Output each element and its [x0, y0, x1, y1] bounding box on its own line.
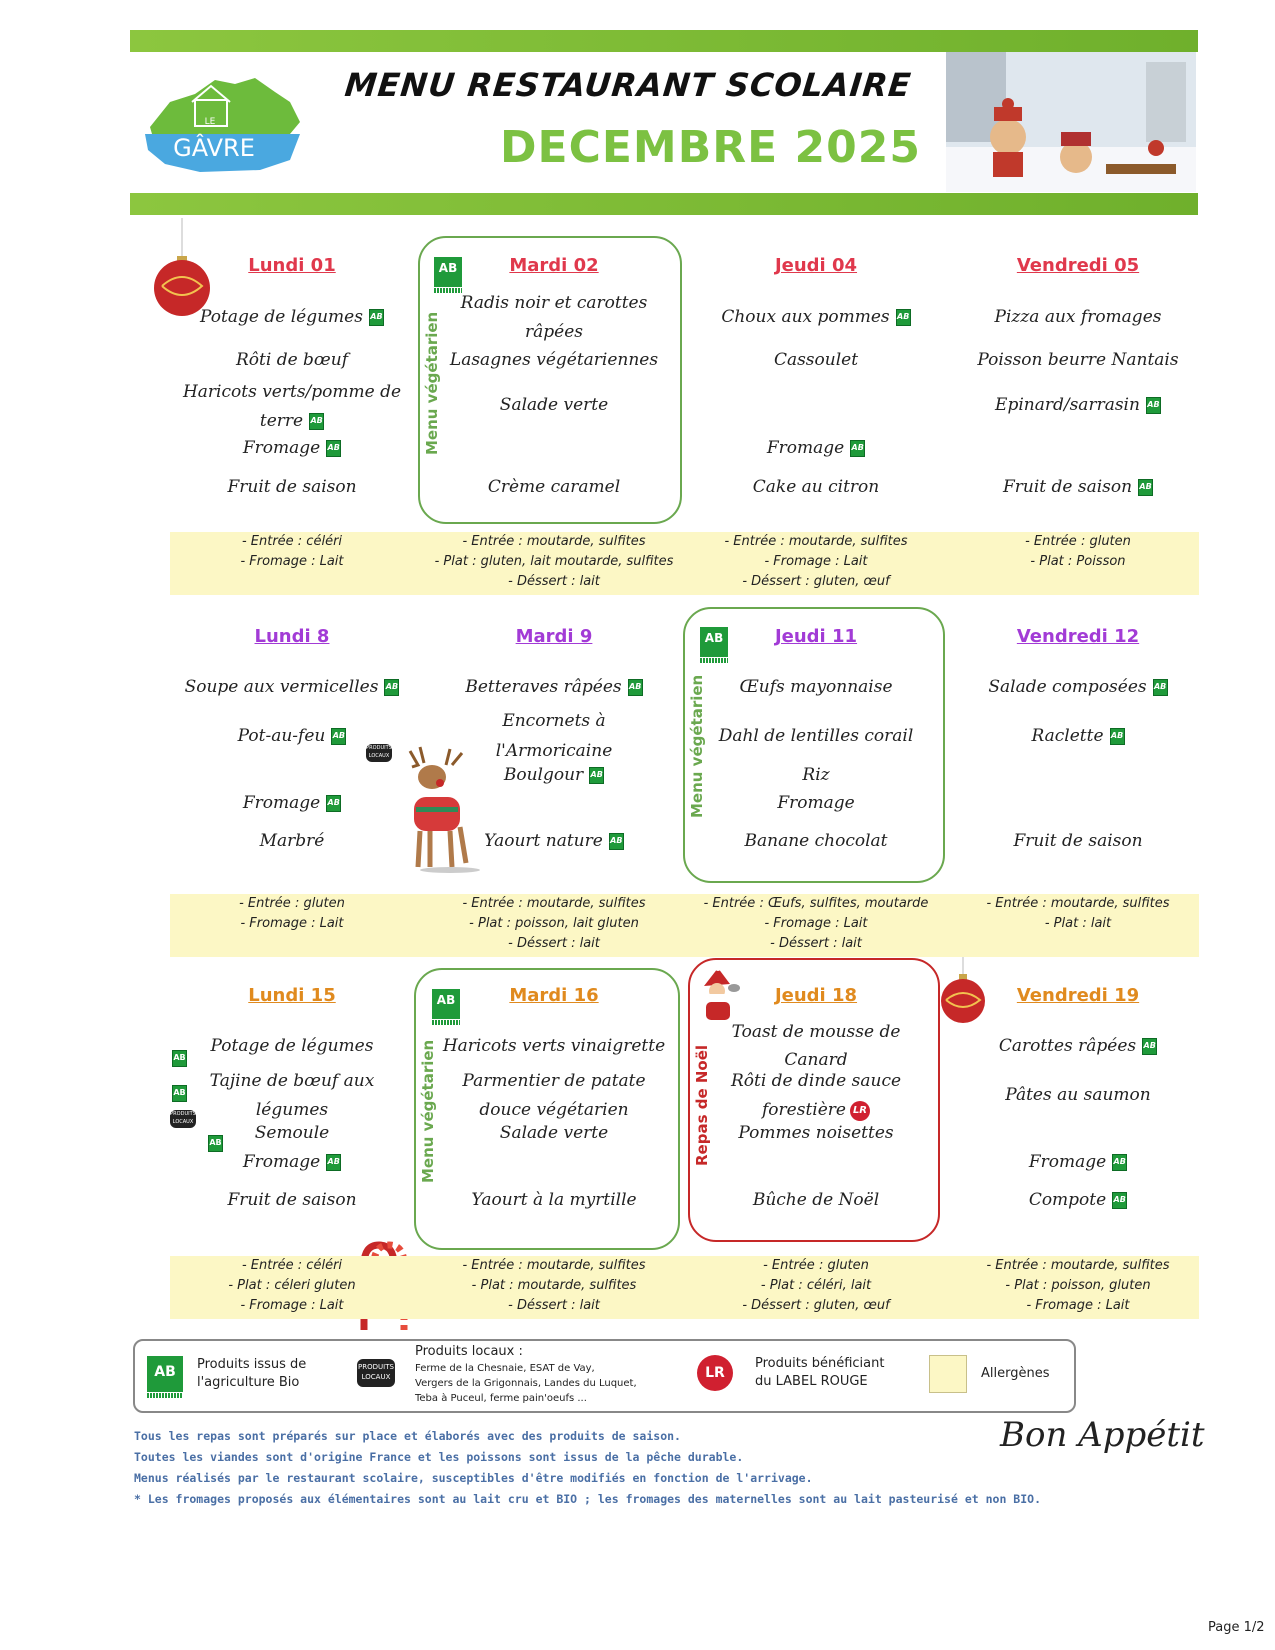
local-products-icon: PRODUITS LOCAUX [357, 1359, 395, 1387]
bio-logo-icon: AB [700, 627, 728, 657]
bio-icon: AB [896, 309, 911, 326]
day-title: Vendredi 12 [1016, 626, 1140, 647]
dish: Compote AB [1028, 1190, 1126, 1210]
dish: Marbré [259, 831, 325, 851]
dish: Salade verte [499, 395, 609, 415]
dish: terre AB [259, 411, 323, 431]
dish: Potage de légumes AB [200, 307, 383, 327]
day-title: Lundi 8 [254, 626, 330, 647]
allergen-cell: - Entrée : moutarde, sulfites - Plat : moutarde, sulfites - Déssert : lait [462, 1258, 646, 1313]
dish: Poisson beurre Nantais [977, 350, 1179, 370]
allergen-cell: - Entrée : gluten - Fromage : Lait [239, 896, 345, 931]
dish: râpées [525, 322, 583, 342]
legend-local-list: Ferme de la Chesnaie, ESAT de Vay, Vergers de la Grigonnais, Landes du Luquet, Teba à Puceul, ferme pain'oeufs ... [415, 1363, 637, 1404]
bio-icon: AB [208, 1135, 223, 1152]
dish: Cassoulet [773, 350, 859, 370]
christmas-dolls-photo [946, 52, 1196, 192]
day-column [161, 626, 423, 851]
dish: Fromage AB [1028, 1152, 1126, 1172]
allergen-cell: - Entrée : moutarde, sulfites - Plat : lait [986, 896, 1170, 931]
day-column [685, 255, 947, 497]
header-bottom-bar [130, 193, 1198, 215]
bio-icon: AB [1142, 1038, 1157, 1055]
dish: Haricots verts vinaigrette [442, 1036, 666, 1056]
day-title: Vendredi 05 [1016, 255, 1140, 276]
day-title: Mardi 16 [509, 985, 599, 1006]
dish: Semoule [254, 1123, 330, 1143]
allergen-cell: - Entrée : moutarde, sulfites - Plat : gluten, lait moutarde, sulfites - Déssert : lait [434, 534, 674, 589]
legend-allergen: Allergènes [981, 1366, 1050, 1381]
header-top-bar [130, 30, 1198, 52]
day-title: Mardi 9 [515, 626, 593, 647]
dish: douce végétarien [479, 1100, 629, 1120]
note-line: Tous les repas sont préparés sur place et élaborés avec des produits de saison. [134, 1429, 681, 1443]
note-line: * Les fromages proposés aux élémentaires sont au lait cru et BIO ; les fromages des maternelles sont au lait pasteurisé et non BIO. [134, 1492, 1041, 1506]
allergen-cell: - Entrée : Œufs, sulfites, moutarde - Fromage : Lait - Déssert : lait [703, 896, 929, 951]
dish: Rôti de bœuf [236, 350, 348, 370]
dish: Fromage AB [242, 1152, 340, 1172]
logo-text-gavre: GÂVRE [173, 134, 255, 162]
bio-icon: AB [326, 440, 341, 457]
day-title: Jeudi 11 [774, 626, 858, 647]
allergen-band [170, 532, 1199, 595]
dish: Fruit de saison [227, 1190, 357, 1210]
allergen-swatch [929, 1355, 967, 1393]
dish: Yaourt nature AB [484, 831, 623, 851]
page-number: Page 1/2 [1208, 1620, 1265, 1635]
dish: forestière LR [685, 1095, 947, 1125]
note-line: Menus réalisés par le restaurant scolaire, susceptibles d'être modifiés en fonction de l'arrivage. [134, 1471, 813, 1485]
bio-icon: AB [326, 1154, 341, 1171]
dish: Raclette AB [1031, 726, 1124, 746]
dish: Dahl de lentilles corail [718, 726, 914, 746]
christmas-meal-label: Repas de Noël [693, 1044, 711, 1166]
bio-icon: AB [850, 440, 865, 457]
allergen-cell: - Entrée : gluten - Plat : céléri, lait - Déssert : gluten, œuf [742, 1258, 890, 1313]
dish: Salade composées AB [988, 677, 1167, 697]
dish: Fromage AB [242, 793, 340, 813]
dish: Potage de légumes [210, 1036, 374, 1056]
dish: Betteraves râpées AB [465, 677, 642, 697]
bio-logo-icon: AB [147, 1356, 183, 1392]
dish: Yaourt à la myrtille [471, 1190, 637, 1210]
legend-box [133, 1339, 1076, 1413]
allergen-cell: - Entrée : moutarde, sulfites - Plat : poisson, lait gluten - Déssert : lait [462, 896, 646, 951]
page-title: MENU RESTAURANT SCOLAIRE [343, 66, 914, 104]
bio-icon: AB [628, 679, 643, 696]
dish: légumes [255, 1100, 329, 1120]
dish: Toast de mousse de [731, 1022, 901, 1042]
local-products-icon: PRODUITS LOCAUX [366, 744, 392, 762]
dish: Pot-au-feu AB [237, 726, 345, 746]
allergen-cell: - Entrée : gluten - Plat : Poisson [1025, 534, 1131, 569]
day-column [947, 626, 1209, 851]
day-title: Lundi 15 [248, 985, 336, 1006]
dish: Fruit de saison AB [1002, 477, 1152, 497]
vegetarian-label: Menu végétarien [423, 311, 441, 455]
dish: Fromage AB [766, 438, 864, 458]
bio-icon: AB [1138, 479, 1153, 496]
bio-icon: AB [1112, 1192, 1127, 1209]
allergen-cell: - Entrée : céléri - Fromage : Lait [240, 534, 344, 569]
dish: Lasagnes végétariennes [449, 350, 659, 370]
day-title: Jeudi 18 [774, 985, 858, 1006]
day-column [423, 626, 685, 851]
note-line: Toutes les viandes sont d'origine France et les poissons sont issus de la pêche durable. [134, 1450, 744, 1464]
allergen-band [170, 1256, 1199, 1319]
bio-icon: AB [384, 679, 399, 696]
bio-icon: AB [1146, 397, 1161, 414]
bio-icon: AB [326, 795, 341, 812]
dish: Riz [802, 765, 830, 785]
dish: Rôti de dinde sauce [730, 1071, 902, 1091]
dish: Bûche de Noël [752, 1190, 880, 1210]
local-products-icon: PRODUITS LOCAUX [170, 1110, 196, 1128]
dish: Œufs mayonnaise [739, 677, 893, 697]
bio-icon: AB [589, 767, 604, 784]
allergen-cell: - Entrée : céléri - Plat : céleri gluten - Fromage : Lait [228, 1258, 356, 1313]
legend-local-title: Produits locaux : [415, 1344, 523, 1359]
vegetarian-label: Menu végétarien [419, 1039, 437, 1183]
legend-bio: Produits issus de l'agriculture Bio [197, 1357, 307, 1390]
dish: Epinard/sarrasin AB [995, 395, 1160, 415]
dish: Salade verte [499, 1123, 609, 1143]
dish: Fromage [777, 793, 855, 813]
allergen-cell: - Entrée : moutarde, sulfites - Plat : poisson, gluten - Fromage : Lait [986, 1258, 1170, 1313]
dish: Soupe aux vermicelles AB [184, 677, 399, 697]
bio-icon: AB [172, 1085, 187, 1102]
bio-icon: AB [331, 728, 346, 745]
dish: Fruit de saison [1013, 831, 1143, 851]
bio-icon: AB [172, 1050, 187, 1067]
bon-appetit-signature: Bon Appétit [1000, 1415, 1205, 1455]
bio-icon: AB [1153, 679, 1168, 696]
day-title: Mardi 02 [509, 255, 599, 276]
dish: Banane chocolat [744, 831, 888, 851]
vegetarian-label: Menu végétarien [688, 674, 706, 818]
bio-icon: AB [1112, 1154, 1127, 1171]
legend-label-rouge: Produits bénéficiant du LABEL ROUGE [755, 1356, 885, 1389]
dish: Tajine de bœuf aux [209, 1071, 375, 1091]
dish: Canard [784, 1050, 848, 1070]
bio-logo-icon: AB [434, 257, 462, 287]
dish: Fromage AB [242, 438, 340, 458]
label-rouge-icon: LR [697, 1355, 733, 1391]
le-gavre-logo [140, 72, 305, 174]
day-title: Jeudi 04 [774, 255, 858, 276]
dish: Parmentier de patate [462, 1071, 646, 1091]
dish: Pizza aux fromages [994, 307, 1162, 327]
dish: Boulgour AB [503, 765, 603, 785]
bio-icon: AB [309, 413, 324, 430]
day-title: Lundi 01 [248, 255, 336, 276]
allergen-band [170, 894, 1199, 957]
dish: Haricots verts/pomme de [182, 382, 402, 402]
month-title: DECEMBRE 2025 [500, 122, 921, 173]
dish: Cake au citron [752, 477, 880, 497]
bio-icon: AB [1110, 728, 1125, 745]
logo-text-le: LE [204, 117, 216, 127]
bio-logo-icon: AB [432, 989, 460, 1019]
dish: Choux aux pommes AB [721, 307, 910, 327]
dish: Crème caramel [487, 477, 621, 497]
dish: Pommes noisettes [738, 1123, 894, 1143]
dish: Pâtes au saumon [1005, 1085, 1151, 1105]
label-rouge-icon: LR [850, 1101, 870, 1121]
day-title: Vendredi 19 [1016, 985, 1140, 1006]
dish: Fruit de saison [227, 477, 357, 497]
day-column [161, 255, 423, 497]
day-column [947, 985, 1209, 1210]
dish: l'Armoricaine [495, 741, 613, 761]
dish: Encornets à [502, 711, 606, 731]
bio-icon: AB [609, 833, 624, 850]
day-column [947, 255, 1209, 497]
allergen-cell: - Entrée : moutarde, sulfites - Fromage : Lait - Déssert : gluten, œuf [724, 534, 908, 589]
dish: Carottes râpées AB [998, 1036, 1156, 1056]
bio-icon: AB [369, 309, 384, 326]
dish: Radis noir et carottes [460, 293, 648, 313]
